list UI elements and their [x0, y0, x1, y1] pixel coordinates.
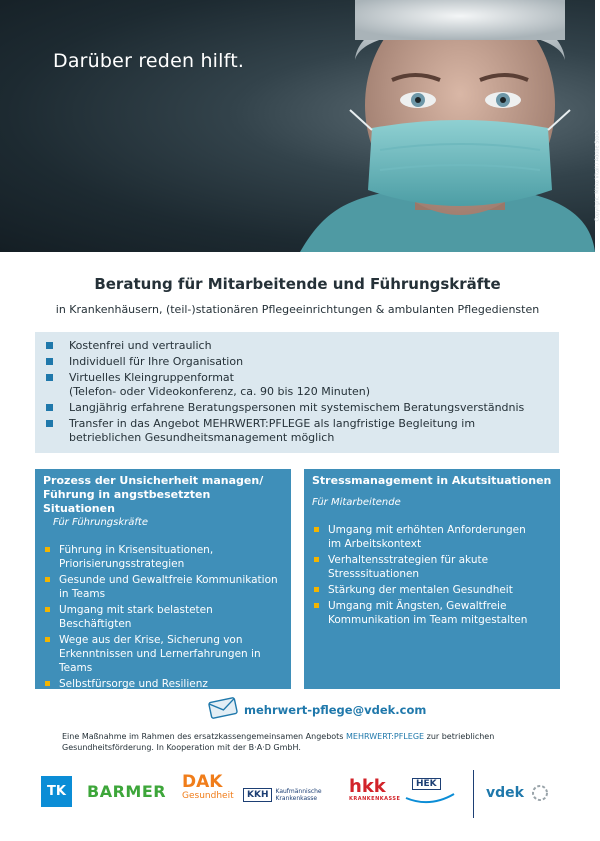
footnote-highlight: MEHRWERT:PFLEGE	[346, 732, 425, 741]
list-item-text: Führung in Krisensituationen, Priorisierungsstrategien	[59, 544, 214, 570]
feature-box	[35, 332, 559, 453]
hek-logo-box: HEK	[412, 778, 441, 790]
list-item-text: Umgang mit Ängsten, Gewaltfreie Kommunikation im Team mitgestalten	[328, 600, 528, 626]
list-item	[304, 583, 560, 597]
column-subtitle: Für Mitarbeitende	[312, 497, 401, 508]
footnote-text: Eine Maßnahme im Rahmen des ersatzkassengemeinsamen Angebots	[62, 732, 347, 741]
hek-logo	[402, 776, 458, 804]
square-bullet-icon	[46, 358, 53, 365]
page-title: Beratung für Mitarbeitende und Führungskräfte	[94, 275, 501, 293]
feature-text: Transfer in das Angebot MEHRWERT:PFLEGE als langfristige Begleitung im betrieblichen Gesundheitsmanagement möglich	[69, 417, 476, 444]
footnote	[62, 731, 532, 753]
hkk-logo-sub: KRANKENKASSE	[349, 796, 401, 802]
tk-logo: TK	[41, 776, 72, 807]
vdek-logo-text: vdek	[486, 785, 524, 801]
partner-logos	[0, 770, 595, 830]
feature-item	[35, 417, 559, 445]
list-item-text: Umgang mit stark belasteten Beschäftigten	[59, 604, 213, 630]
feature-text: Kostenfrei und vertraulich	[69, 339, 212, 352]
list-item	[35, 633, 291, 675]
list-item	[35, 603, 291, 631]
column-title: Stressmanagement in Akutsituationen	[312, 474, 552, 487]
page-subtitle: in Krankenhäusern, (teil-)stationären Pflegeeinrichtungen & ambulanten Pflegediensten	[55, 303, 540, 316]
list-item-text: Stärkung der mentalen Gesundheit	[328, 584, 513, 596]
email-link[interactable]: mehrwert-pflege@vdek.com	[244, 703, 427, 717]
feature-item	[35, 355, 559, 369]
list-item	[35, 543, 291, 571]
employees-column	[304, 469, 560, 689]
bullet-icon	[45, 607, 50, 612]
mail-icon	[207, 697, 239, 723]
bullet-icon	[45, 681, 50, 686]
barmer-logo: BARMER	[87, 782, 167, 801]
footnote-text: zur betrieblichen Gesundheitsförderung. In Kooperation mit der B·A·D GmbH.	[62, 732, 495, 752]
bullet-icon	[314, 587, 319, 592]
bullet-icon	[45, 637, 50, 642]
column-subtitle: Für Führungskräfte	[53, 517, 148, 528]
bullet-icon	[314, 557, 319, 562]
kkh-logo	[243, 784, 322, 803]
list-item	[35, 573, 291, 601]
vdek-ring-icon	[531, 784, 549, 802]
feature-item	[35, 339, 559, 353]
list-item-text: Gesunde und Gewaltfreie Kommunikation in Teams	[59, 574, 278, 600]
vdek-logo	[486, 784, 549, 802]
feature-item	[35, 371, 559, 399]
hero-image	[0, 0, 600, 252]
feature-text: Langjährig erfahrene Beratungspersonen mit systemischem Beratungsverständnis	[69, 401, 525, 414]
bullet-icon	[314, 527, 319, 532]
dak-logo	[182, 774, 234, 801]
leaders-column	[35, 469, 291, 689]
logo-divider	[473, 770, 474, 818]
hkk-logo-main: hkk	[349, 776, 386, 797]
kkh-logo-text: Kaufmännische Krankenkasse	[275, 787, 322, 802]
dak-logo-sub: Gesundheit	[182, 791, 234, 801]
copyright-note: Copyright: Mirko Vitali / Adobe Stock	[594, 130, 600, 222]
list-item-text: Selbstfürsorge und Resilienz	[59, 678, 208, 690]
square-bullet-icon	[46, 404, 53, 411]
list-item-text: Umgang mit erhöhten Anforderungen im Arbeitskontext	[328, 524, 526, 550]
list-item	[35, 677, 291, 691]
square-bullet-icon	[46, 374, 53, 381]
bullet-icon	[45, 577, 50, 582]
feature-text: Individuell für Ihre Organisation	[69, 355, 244, 368]
list-item-text: Wege aus der Krise, Sicherung von Erkenntnissen und Lernerfahrungen in Teams	[59, 634, 261, 674]
bullet-icon	[314, 603, 319, 608]
square-bullet-icon	[46, 420, 53, 427]
list-item	[304, 599, 560, 627]
column-title: Prozess der Unsicherheit managen/ Führung in angstbesetzten Situationen	[43, 474, 264, 515]
list-item-text: Verhaltensstrategien für akute Stresssituationen	[328, 554, 489, 580]
feature-text: Virtuelles Kleingruppenformat (Telefon- oder Videokonferenz, ca. 90 bis 120 Minuten)	[69, 371, 371, 398]
kkh-logo-box: KKH	[243, 788, 272, 802]
dak-logo-main: DAK	[182, 772, 223, 792]
square-bullet-icon	[46, 342, 53, 349]
bullet-icon	[45, 547, 50, 552]
list-item	[304, 553, 560, 581]
list-item	[304, 523, 560, 551]
hkk-logo	[349, 778, 400, 803]
feature-item	[35, 401, 559, 415]
hero-title: Darüber reden hilft.	[53, 50, 245, 72]
